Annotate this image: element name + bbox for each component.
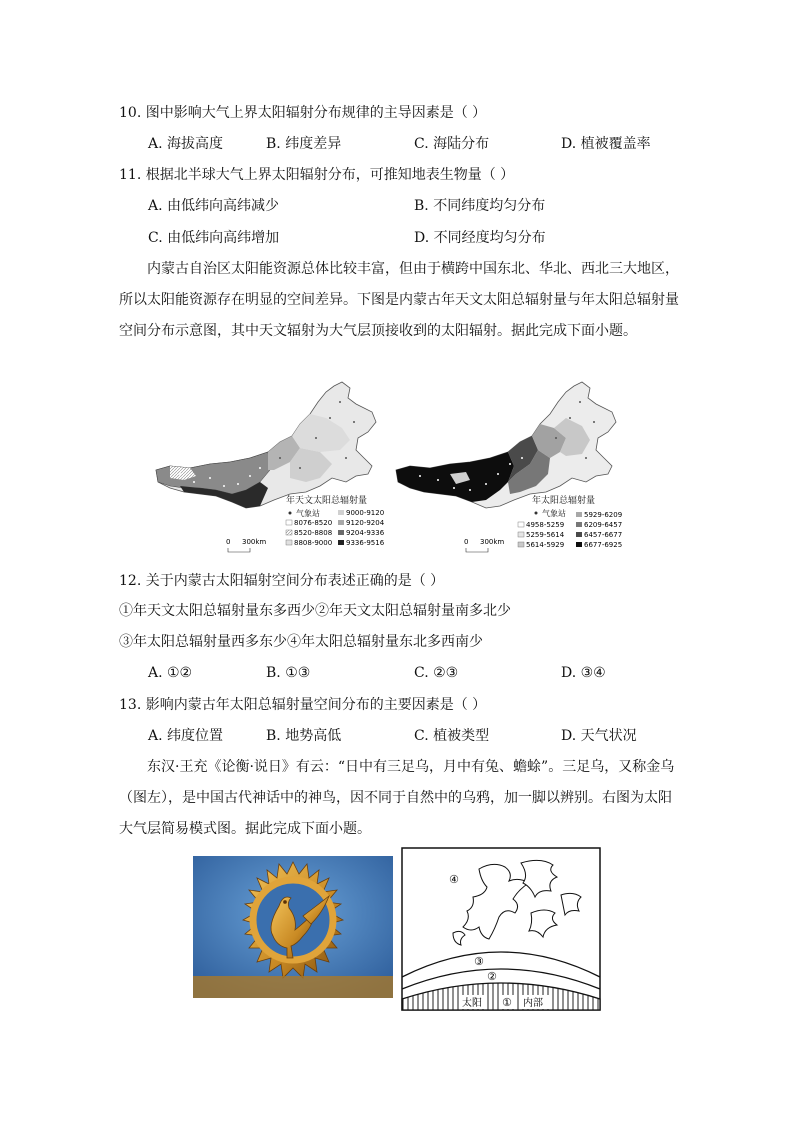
map-right-legend-4: 5929-6209 [584,511,623,519]
question-12-option-b[interactable]: B. ①③ [266,665,311,681]
question-12-stem: 12. 关于内蒙古太阳辐射空间分布表述正确的是（ ） [119,573,445,589]
layer-3-label: ③ [474,955,484,968]
map-right-legend-3: 5614-5929 [526,541,565,549]
question-12-option-a[interactable]: A. ①② [148,665,193,681]
map-right-legend-7: 6677-6925 [584,541,623,549]
map-left-legend-3: 8808-9000 [294,539,333,547]
map-right-scale-zero: 0 [464,538,469,546]
map-left-station-label: 气象站 [296,509,320,518]
question-13-option-d[interactable]: D. 天气状况 [561,728,637,744]
question-10-option-a[interactable]: A. 海拔高度 [148,136,224,152]
layer-1-label: ① [502,996,512,1009]
map-left-scale-zero: 0 [226,538,231,546]
passage-golden-crow: 东汉·王充《论衡·说日》有云：“日中有三足乌，月中有兔、蟾蜍”。三足乌，又称金乌（图左），是中国古代神话中的神鸟，因不同于自然中的乌鸦，加一脚以辨别。右图为太阳大气层简易模式图。据此完成下面小题。 [119,759,675,837]
question-11-option-b[interactable]: B. 不同纬度均匀分布 [414,198,546,214]
map-right-legend-1: 4958-5259 [526,521,565,529]
question-13-stem: 13. 影响内蒙古年太阳总辐射量空间分布的主要因素是（ ） [119,697,487,713]
golden-crow-image [193,856,393,998]
radiation-maps-figure [150,378,650,562]
map-right-legend-2: 5259-5614 [526,531,565,539]
map-right-scale-label: 300km [480,538,505,546]
map-left-legend-7: 9336-9516 [346,539,385,547]
question-12-statement-1: ①年天文太阳总辐射量东多西少②年天文太阳总辐射量南多北少 [119,603,511,619]
golden-crow-svg [193,856,393,998]
map-left-station-icon [289,512,292,515]
map-left-legend-4: 9000-9120 [346,509,385,517]
map-left-scale-label: 300km [242,538,267,546]
passage-inner-mongolia: 内蒙古自治区太阳能资源总体比较丰富，但由于横跨中国东北、华北、西北三大地区，所以太阳能资源存在明显的空间差异。下图是内蒙古年天文太阳总辐射量与年太阳总辐射量空间分布示意图，其中天文辐射为大气层顶接收到的太阳辐射。据此完成下面小题。 [119,261,679,339]
inner-label: 内部 [523,998,543,1009]
question-10-option-c[interactable]: C. 海陆分布 [414,136,490,152]
map-right [396,382,622,552]
question-12-statement-2: ③年太阳总辐射量西多东少④年太阳总辐射量东北多西南少 [119,634,483,650]
map-right-legend-5: 6209-6457 [584,521,623,529]
map-left [156,382,385,552]
sun-atmosphere-svg [401,847,601,1011]
sun-atmosphere-diagram [401,847,601,1011]
question-12-option-c[interactable]: C. ②③ [414,665,459,681]
map-left-legend-6: 9204-9336 [346,529,385,537]
map-left-title: 年天文太阳总辐射量 [286,496,368,506]
question-13-option-a[interactable]: A. 纬度位置 [148,728,224,744]
question-10-option-d[interactable]: D. 植被覆盖率 [561,136,651,152]
question-11-option-a[interactable]: A. 由低纬向高纬减少 [148,198,280,214]
map-left-legend-2: 8520-8808 [294,529,333,537]
sun-label: 太阳 [462,998,482,1009]
map-right-legend-6: 6457-6677 [584,531,623,539]
question-10-stem: 10. 图中影响大气上界太阳辐射分布规律的主导因素是（ ） [119,105,487,121]
question-13-option-b[interactable]: B. 地势高低 [266,728,342,744]
map-right-title: 年太阳总辐射量 [532,496,596,506]
map-right-scale-bar [466,548,488,552]
radiation-maps-svg [150,378,650,558]
question-13-option-c[interactable]: C. 植被类型 [414,728,490,744]
question-11-option-d[interactable]: D. 不同经度均匀分布 [414,230,546,246]
map-right-station-icon [535,512,538,515]
map-right-station-label: 气象站 [542,509,566,518]
map-left-legend-5: 9120-9204 [346,519,385,527]
question-12-option-d[interactable]: D. ③④ [561,665,606,681]
question-10-option-b[interactable]: B. 纬度差异 [266,136,342,152]
question-11-stem: 11. 根据北半球大气上界太阳辐射分布，可推知地表生物量（ ） [119,167,515,183]
map-left-scale-bar [228,548,250,552]
map-left-legend-1: 8076-8520 [294,519,333,527]
question-11-option-c[interactable]: C. 由低纬向高纬增加 [148,230,280,246]
layer-4-label: ④ [449,873,459,886]
layer-2-label: ② [487,970,497,983]
